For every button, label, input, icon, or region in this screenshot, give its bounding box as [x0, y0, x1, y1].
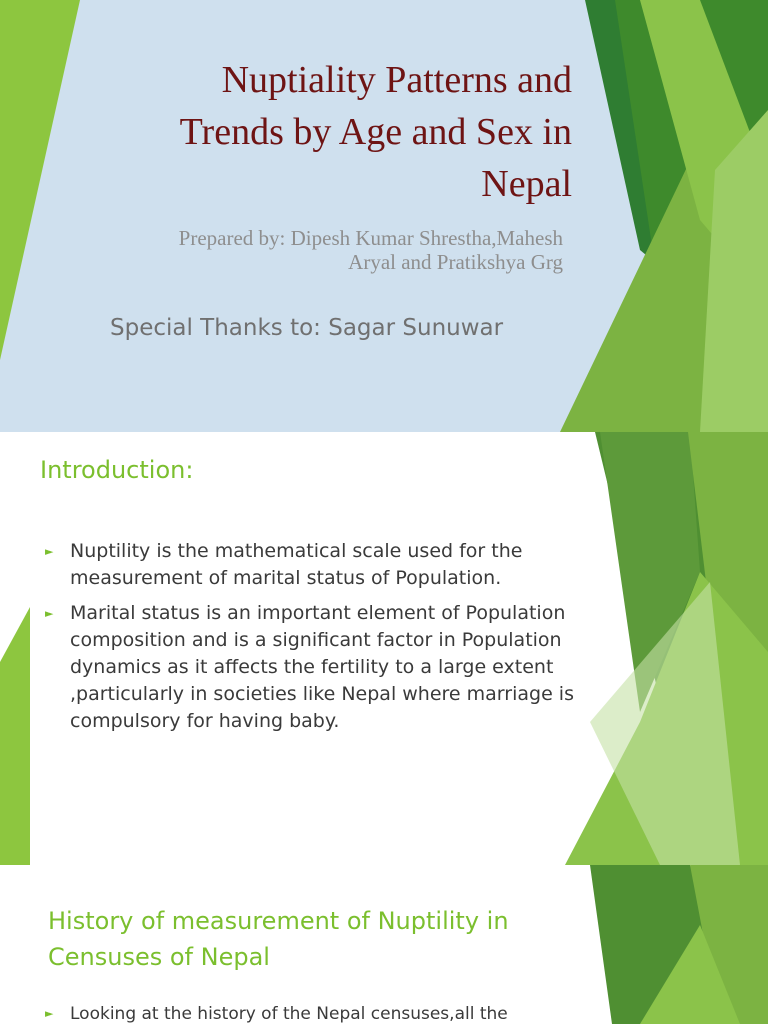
title-line-1: Nuptiality Patterns and	[221, 59, 572, 101]
bullet-text: Looking at the history of the Nepal censuses,all the	[70, 1004, 508, 1024]
arrowhead-bullet-icon: ►	[45, 607, 54, 620]
title-line-2: Trends by Age and Sex in	[179, 111, 572, 153]
introduction-slide	[0, 432, 768, 865]
slide-title	[52, 54, 572, 210]
arrowhead-bullet-icon: ►	[45, 545, 54, 558]
subtitle-line-1: Prepared by: Dipesh Kumar Shrestha,Mahesh	[178, 226, 563, 250]
bullet-text: Nuptility is the mathematical scale used for the measurement of marital status of Population.	[70, 540, 523, 589]
authors-subtitle	[43, 226, 563, 274]
special-thanks: Special Thanks to: Sagar Sunuwar	[110, 315, 504, 341]
bullet-list	[40, 538, 580, 743]
list-item	[40, 538, 580, 592]
history-slide	[0, 865, 768, 1024]
section-heading: History of measurement of Nuptility in Censuses of Nepal	[48, 907, 509, 971]
subtitle-line-2: Aryal and Pratikshya Grg	[348, 250, 563, 274]
title-line-3: Nepal	[481, 163, 572, 205]
section-heading: Introduction:	[40, 456, 194, 484]
arrowhead-bullet-icon: ►	[45, 1007, 54, 1020]
title-slide	[0, 0, 768, 432]
bullet-list	[40, 1003, 580, 1024]
bullet-text: Marital status is an important element of Population composition and is a significant factor in Population dynamics as it affects the fertility to a large extent ,particularly in societies like Nepal where marriage is compulsory for having baby.	[70, 602, 574, 732]
list-item	[40, 600, 580, 735]
list-item	[40, 1003, 580, 1024]
